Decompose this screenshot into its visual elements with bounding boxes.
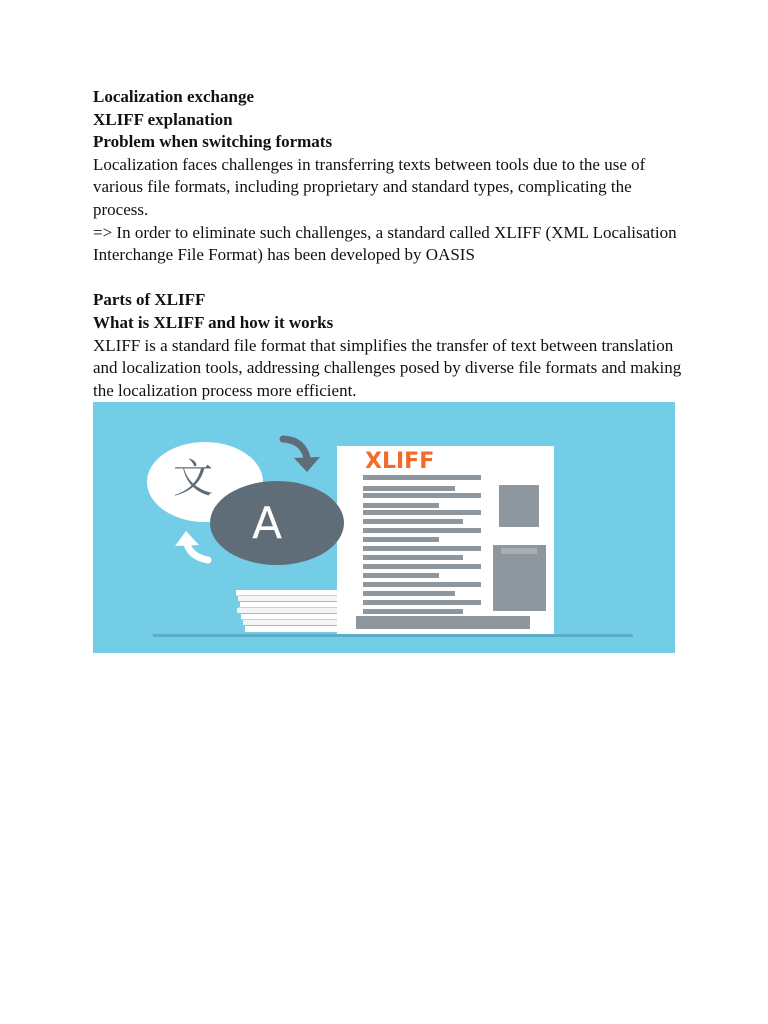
heading-problem-switching-formats: Problem when switching formats <box>93 132 333 152</box>
document-side-block-band <box>501 548 537 554</box>
paper-stack-icon <box>236 590 346 632</box>
paragraph-xliff-definition: XLIFF is a standard file format that simplifies the transfer of text between translation and localization tools, addressing challenges posed by diverse file formats and making the localization process more efficient. <box>93 335 682 400</box>
arrow-down-icon <box>283 439 320 472</box>
document-icon <box>337 446 554 634</box>
document-body <box>93 86 683 402</box>
document-title: XLIFF <box>365 449 435 474</box>
paragraph-challenges: Localization faces challenges in transferring texts between tools due to the use of various file formats, including proprietary and standard types, complicating the process. <box>93 154 646 219</box>
paragraph-standard-oasis: => In order to eliminate such challenges, a standard called XLIFF (XML Localisation Interchange File Format) has been developed by OASIS <box>93 222 677 265</box>
xliff-illustration <box>93 402 675 653</box>
blank-line <box>93 267 683 290</box>
arrow-up-icon <box>175 531 208 560</box>
heading-localization-exchange: Localization exchange <box>93 87 255 106</box>
heading-xliff-explanation: XLIFF explanation <box>93 109 233 129</box>
document-footer-bar <box>356 616 530 629</box>
letter-a-glyph: A <box>252 498 283 549</box>
heading-parts-of-xliff: Parts of XLIFF <box>93 290 206 310</box>
xliff-illustration-svg <box>93 402 675 653</box>
document-image-block <box>499 485 539 527</box>
floor-shadow <box>153 634 633 637</box>
chinese-character-glyph: 文 <box>173 456 213 502</box>
heading-what-is-xliff: What is XLIFF and how it works <box>93 312 334 332</box>
document-side-block <box>493 545 546 611</box>
